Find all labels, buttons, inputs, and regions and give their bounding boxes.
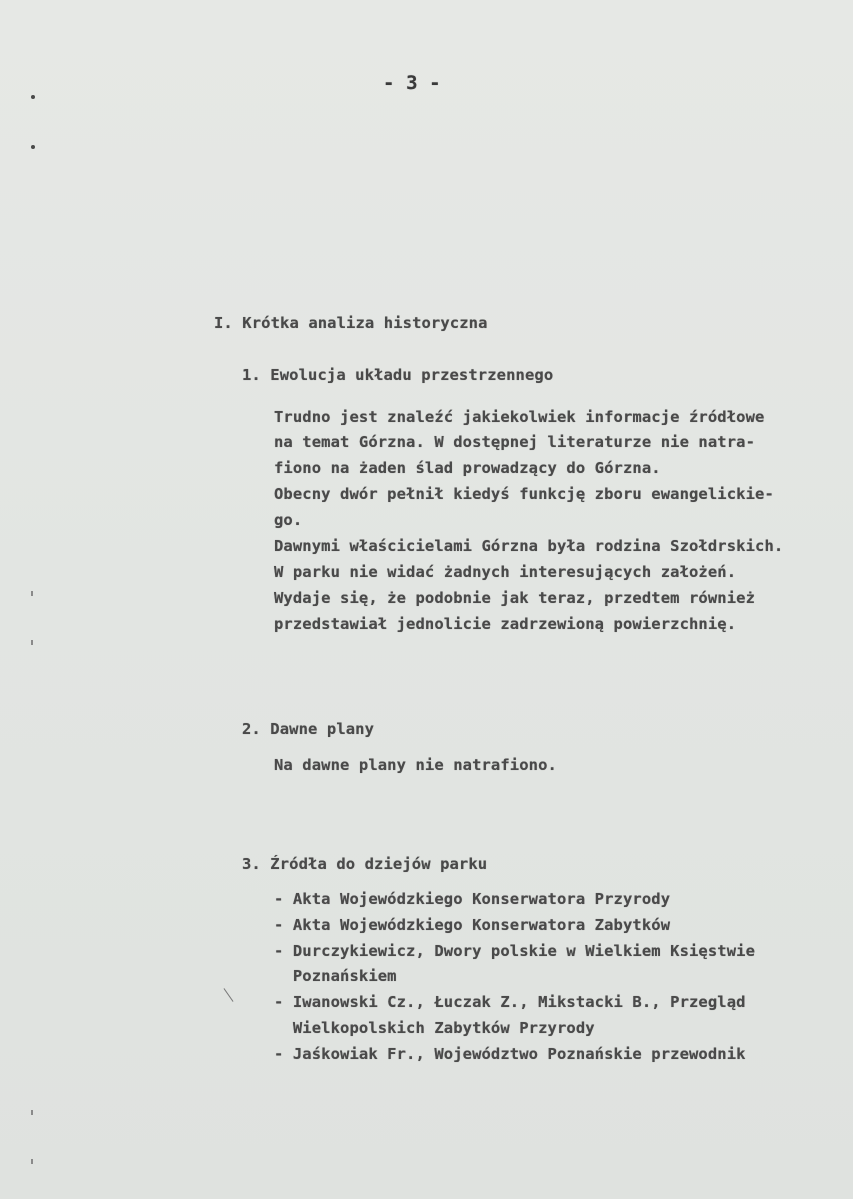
text-line: Na dawne plany nie natrafiono.	[274, 756, 557, 774]
section-heading: I. Krótka analiza historyczna	[214, 314, 488, 332]
source-item: - Akta Wojewódzkiego Konserwatora Przyrody	[274, 890, 671, 908]
source-item: - Akta Wojewódzkiego Konserwatora Zabytków	[274, 916, 671, 934]
page-number: - 3 -	[383, 72, 441, 94]
text-line: Wydaje się, że podobnie jak teraz, przedtem również	[274, 589, 756, 607]
text-line: fiono na żaden ślad prowadzący do Górzna.	[274, 459, 661, 477]
source-item-continuation: Wielkopolskich Zabytków Przyrody	[274, 1019, 595, 1037]
text-line: Obecny dwór pełnił kiedyś funkcję zboru ewangelickie-	[274, 485, 774, 503]
binder-hole	[31, 145, 35, 149]
pen-stroke	[224, 988, 234, 1002]
binder-hole	[31, 95, 35, 99]
source-item: - Durczykiewicz, Dwory polskie w Wielkiem Księstwie	[274, 942, 756, 960]
source-item-continuation: Poznańskiem	[274, 967, 397, 985]
subsection-heading: 3. Źródła do dziejów parku	[242, 855, 488, 873]
margin-mark	[31, 1159, 33, 1164]
source-item: - Iwanowski Cz., Łuczak Z., Mikstacki B., Przegląd	[274, 993, 746, 1011]
source-item: - Jaśkowiak Fr., Województwo Poznańskie przewodnik	[274, 1045, 746, 1063]
margin-mark	[31, 1110, 33, 1115]
subsection-heading: 2. Dawne plany	[242, 720, 375, 738]
text-line: go.	[274, 511, 303, 529]
margin-mark	[31, 640, 33, 645]
margin-mark	[31, 591, 33, 596]
subsection-heading: 1. Ewolucja układu przestrzennego	[242, 366, 554, 384]
text-line: na temat Górzna. W dostępnej literaturze nie natra-	[274, 433, 756, 451]
text-line: W parku nie widać żadnych interesujących założeń.	[274, 563, 737, 581]
text-line: przedstawiał jednolicie zadrzewioną powierzchnię.	[274, 615, 737, 633]
text-line: Dawnymi właścicielami Górzna była rodzina Szołdrskich.	[274, 537, 784, 555]
text-line: Trudno jest znaleźć jakiekolwiek informacje źródłowe	[274, 408, 765, 426]
